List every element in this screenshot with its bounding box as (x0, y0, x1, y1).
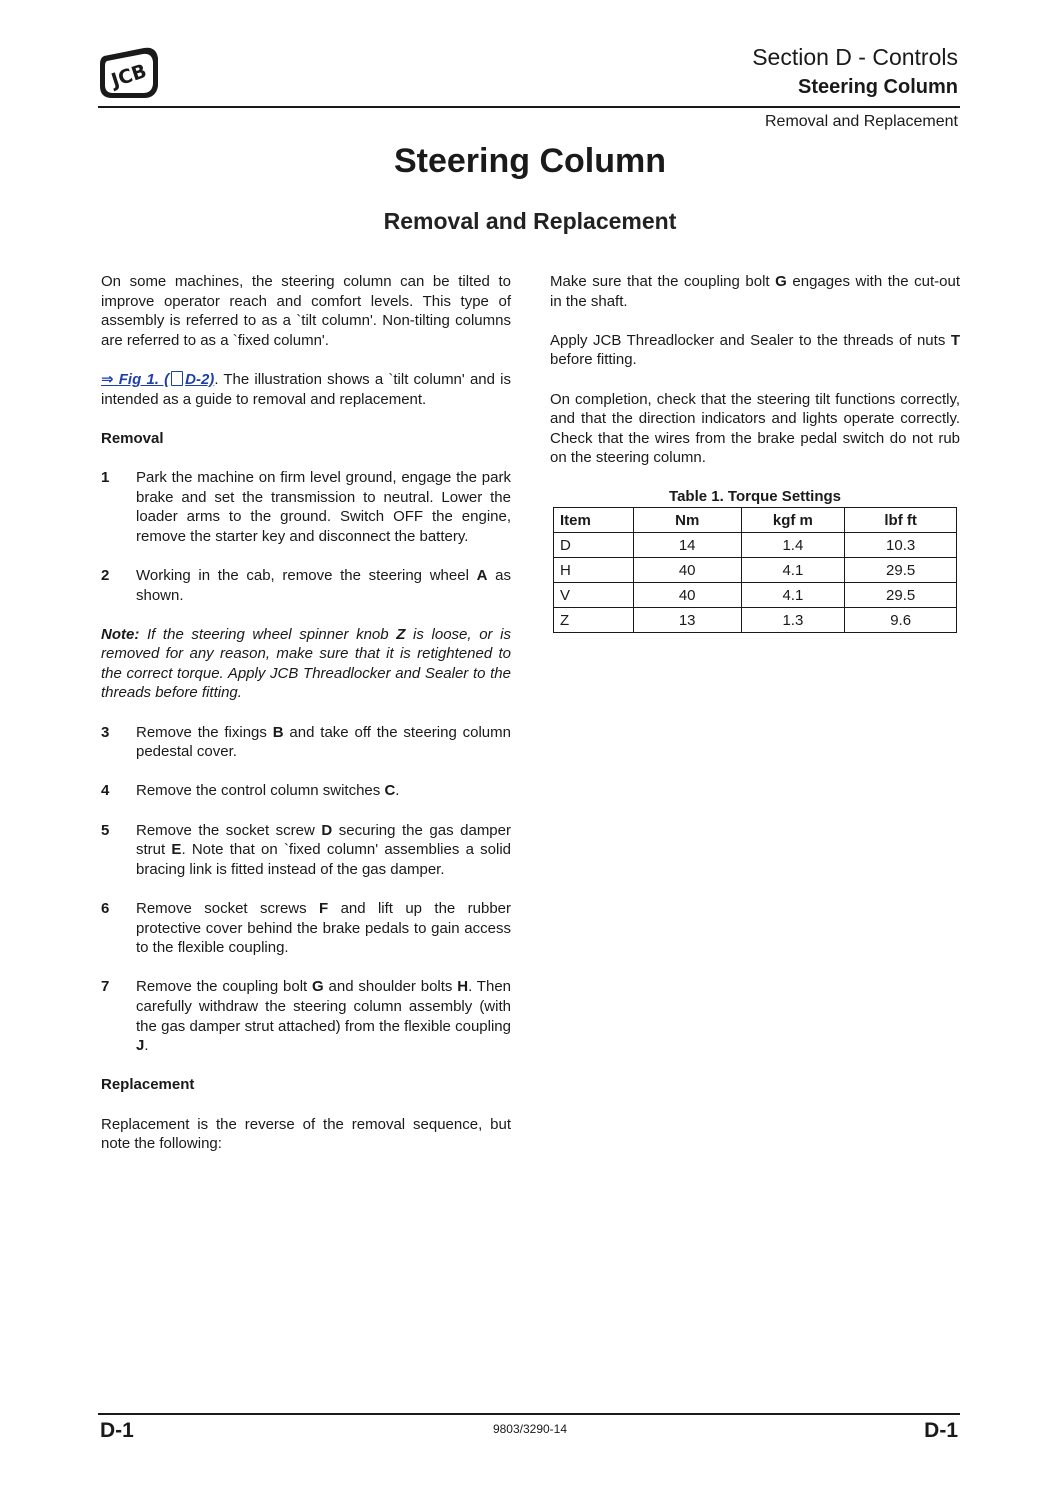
page-icon (171, 371, 183, 386)
table-header-row (554, 508, 957, 533)
removal-step (101, 723, 511, 762)
step-text: Remove the fixings B and take off the steering column pedestal cover. (136, 723, 511, 761)
step-text: Remove the control column switches C. (136, 782, 400, 800)
figure-ref-text: . The illustration shows a `tilt column' and is intended as a guide to removal and replacement. (101, 370, 511, 408)
step-text: Remove the socket screw D securing the gas damper strut E. Note that on `fixed column' assemblies a solid bracing link is fitted instead of the gas damper. (136, 821, 512, 878)
figure-link-label: Fig 1. ( (118, 370, 170, 388)
table-cell: 40 (633, 558, 741, 583)
table-cell: Z (554, 608, 634, 633)
right-column (550, 272, 960, 488)
table-cell: D (554, 533, 634, 558)
removal-step (101, 899, 511, 958)
page-number-left: D-1 (100, 1419, 134, 1442)
step-text: Remove socket screws F and lift up the rubber protective cover behind the brake pedals to gain access to the flexible coupling. (136, 900, 511, 957)
table-cell: 1.3 (741, 608, 845, 633)
removal-heading: Removal (101, 429, 164, 447)
table-cell: 40 (633, 583, 741, 608)
table-header-cell: kgf m (741, 508, 845, 533)
figure-link-page: D-2) (185, 370, 215, 388)
replacement-paragraph: Replacement is the reverse of the removal sequence, but note the following: (101, 1115, 511, 1153)
table-cell: 4.1 (741, 583, 845, 608)
svg-text:JCB: JCB (108, 60, 150, 92)
table-cell: V (554, 583, 634, 608)
intro-paragraph: On some machines, the steering column can be tilted to improve operator reach and comfort levels. This type of assembly is referred to as a `tilt column'. Non-tilting columns are referred to as a `fixed column'. (101, 273, 511, 349)
table-cell: 1.4 (741, 533, 845, 558)
note-label: Note: (101, 625, 140, 643)
table-cell: 29.5 (845, 583, 957, 608)
table-cell: 29.5 (845, 558, 957, 583)
table-caption: Table 1. Torque Settings (669, 488, 841, 505)
document-number: 9803/3290-14 (492, 1422, 568, 1436)
table-row (554, 533, 957, 558)
step-number: 6 (101, 900, 110, 917)
removal-step (101, 468, 511, 546)
removal-step (101, 566, 511, 605)
table-header-cell: lbf ft (845, 508, 957, 533)
step-number: 4 (101, 782, 110, 800)
table-cell: 9.6 (845, 608, 957, 633)
table-cell: 4.1 (741, 558, 845, 583)
threadlocker-paragraph: Apply JCB Threadlocker and Sealer to the threads of nuts T before fitting. (550, 331, 960, 369)
figure-link[interactable] (101, 371, 214, 388)
step-number: 3 (101, 723, 110, 741)
figure-ref-paragraph (101, 370, 511, 409)
jcb-logo (98, 46, 160, 100)
section-header: Section D - Controls (752, 44, 958, 70)
torque-table (553, 507, 957, 633)
step-number: 1 (101, 468, 110, 486)
table-header-cell: Item (554, 508, 634, 533)
table-row (554, 583, 957, 608)
page-number-right: D-1 (924, 1419, 958, 1442)
step-number: 7 (101, 978, 110, 996)
step-number: 5 (101, 821, 110, 839)
page-title: Steering Column (393, 142, 667, 180)
step-text: Park the machine on firm level ground, engage the park brake and set the transmission to neutral. Lower the loader arms to the ground. Switch OFF the engine, remove the starter key and disconnect the battery. (136, 468, 511, 545)
removal-step (101, 781, 511, 801)
left-column (101, 272, 511, 1173)
table-cell: 13 (633, 608, 741, 633)
step-number: 2 (101, 566, 110, 584)
header-rule (98, 106, 960, 108)
replacement-heading: Replacement (101, 1076, 195, 1094)
table-cell: H (554, 558, 634, 583)
note-paragraph: Note: If the steering wheel spinner knob Z is loose, or is removed for any reason, make sure that it is retightened to the correct torque. Apply JCB Threadlocker and Sealer to the threads before fitting. (101, 625, 511, 702)
subsection-header: Steering Column (797, 76, 958, 98)
table-header-cell: Nm (633, 508, 741, 533)
removal-step (101, 977, 511, 1055)
topic-header: Removal and Replacement (765, 113, 958, 130)
arrow-icon: ⇒ (101, 370, 114, 388)
step-text: Remove the coupling bolt G and shoulder bolts H. Then carefully withdraw the steering column assembly (with the gas damper strut attached) from the flexible coupling J. (136, 978, 511, 1055)
removal-step (101, 821, 511, 880)
table-row (554, 608, 957, 633)
step-text: Working in the cab, remove the steering wheel A as shown. (136, 566, 511, 604)
coupling-paragraph: Make sure that the coupling bolt G engages with the cut-out in the shaft. (550, 273, 961, 310)
page-subtitle: Removal and Replacement (383, 208, 677, 234)
table-cell: 14 (633, 533, 741, 558)
completion-paragraph: On completion, check that the steering tilt functions correctly, and that the direction indicators and lights operate correctly. Check that the wires from the brake pedal switch do not rub on the steering column. (550, 390, 960, 467)
table-cell: 10.3 (845, 533, 957, 558)
footer-rule (98, 1413, 960, 1415)
table-row (554, 558, 957, 583)
